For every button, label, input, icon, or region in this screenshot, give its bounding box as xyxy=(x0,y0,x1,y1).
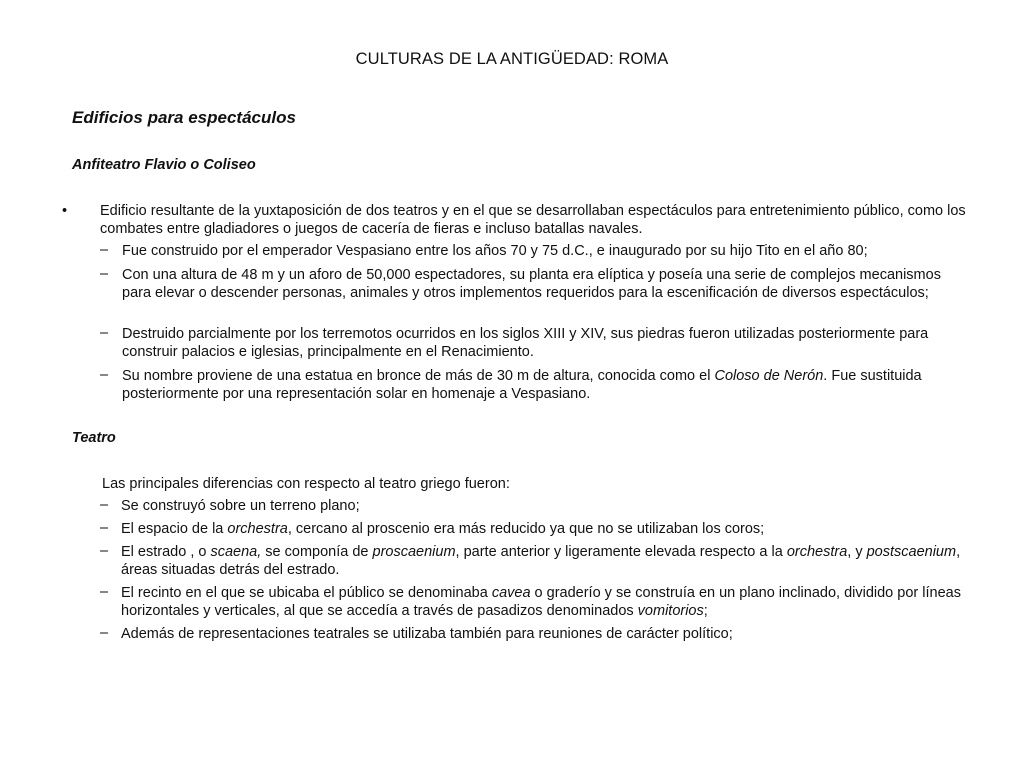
text-run: Su nombre proviene de una estatua en bronce de más de 30 m de altura, conocida como el xyxy=(122,368,715,384)
dash-marker: – xyxy=(100,543,109,559)
text-run: El espacio de la xyxy=(121,521,228,537)
coliseo-point-2: Con una altura de 48 m y un aforo de 50,000 espectadores, su planta era elíptica y poseía una serie de complejos mecanismos para elevar o descender personas, animales y otros implementos requeridos para la escenificación de diversos espectáculos; xyxy=(122,267,941,301)
text-run: , cercano al proscenio era más reducido ya que no se utilizaban los coros; xyxy=(287,521,765,537)
text-run: . Fue sustituida posteriormente por una representación solar en homenaje a Vespasiano. xyxy=(122,368,922,402)
dash-marker: – xyxy=(100,625,109,641)
teatro-point-2 xyxy=(121,520,971,538)
teatro-point-5: Además de representaciones teatrales se utilizaba también para reuniones de carácter político; xyxy=(121,626,733,642)
text-emphasis: proscaenium xyxy=(372,544,456,560)
slide-title: CULTURAS DE LA ANTIGÜEDAD: ROMA xyxy=(355,50,669,68)
coliseo-description: Edificio resultante de la yuxtaposición de dos teatros y en el que se desarrollaban espectáculos para entretenimiento público, como los combates entre gladiadores o juegos de cacería de fieras e incluso batallas navales. xyxy=(100,203,966,237)
teatro-point-3 xyxy=(121,543,971,579)
text-run: , áreas situadas detrás del estrado. xyxy=(121,544,961,578)
text-run: , parte anterior y ligeramente elevada respecto a la xyxy=(455,544,787,560)
text-run: ; xyxy=(703,603,708,619)
text-emphasis: cavea xyxy=(491,585,531,601)
dash-marker: – xyxy=(100,584,109,600)
subheading-coliseo: Anfiteatro Flavio o Coliseo xyxy=(72,157,256,173)
text-run: El estrado , o xyxy=(121,544,211,560)
subheading-teatro: Teatro xyxy=(72,430,116,446)
dash-marker: – xyxy=(100,266,109,282)
dash-marker: – xyxy=(100,520,109,536)
text-emphasis: scaena, xyxy=(210,544,262,560)
text-run: , y xyxy=(847,544,867,560)
coliseo-point-1: Fue construido por el emperador Vespasiano entre los años 70 y 75 d.C., e inaugurado por su hijo Tito en el año 80; xyxy=(122,243,868,259)
coliseo-point-3: Destruido parcialmente por los terremotos ocurridos en los siglos XIII y XIV, sus piedras fueron utilizadas posteriormente para construir palacios e iglesias, principalmente en el Renacimiento. xyxy=(122,326,929,360)
text-run: o graderío y se construía en un plano inclinado, dividido por líneas horizontales y verticales, al que se accedía a través de pasadizos denominados xyxy=(121,585,961,619)
teatro-point-1: Se construyó sobre un terreno plano; xyxy=(121,498,360,514)
text-emphasis: orchestra xyxy=(786,544,848,560)
dash-marker: – xyxy=(100,497,109,513)
dash-marker: – xyxy=(100,367,109,383)
text-run: se componía de xyxy=(261,544,373,560)
coliseo-point-4 xyxy=(122,367,972,403)
text-run: El recinto en el que se ubicaba el público se denominaba xyxy=(121,585,492,601)
text-emphasis: vomitorios xyxy=(637,603,704,619)
text-emphasis: postscaenium xyxy=(866,544,957,560)
dash-marker: – xyxy=(100,325,109,341)
text-emphasis: orchestra xyxy=(227,521,288,537)
text-emphasis: Coloso de Nerón xyxy=(714,368,824,384)
section-heading: Edificios para espectáculos xyxy=(72,108,296,127)
bullet-marker: • xyxy=(62,203,68,219)
teatro-point-4 xyxy=(121,584,971,620)
dash-marker: – xyxy=(100,242,109,258)
teatro-intro: Las principales diferencias con respecto al teatro griego fueron: xyxy=(102,476,510,492)
